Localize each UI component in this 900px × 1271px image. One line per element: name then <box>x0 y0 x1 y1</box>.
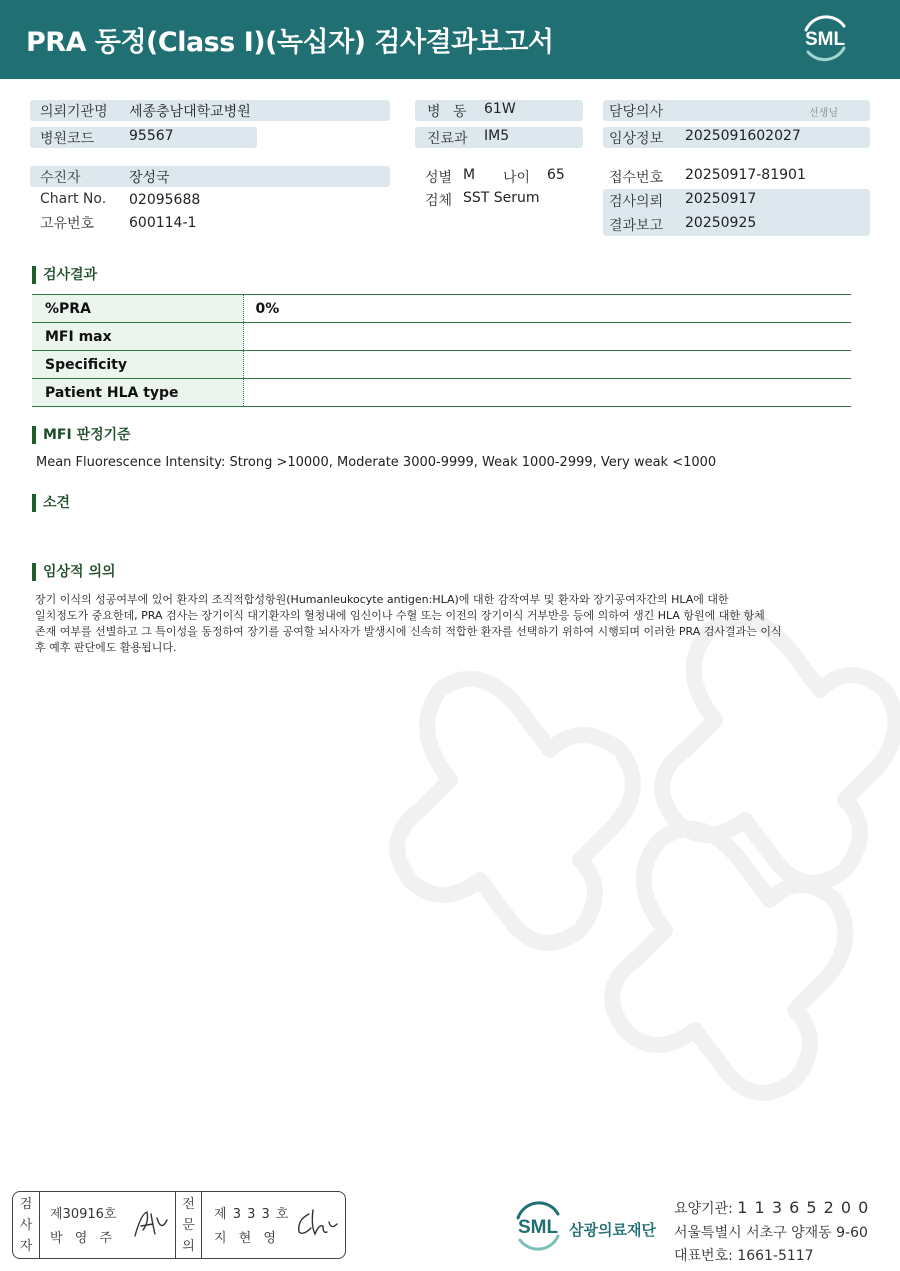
org-name: 삼광의료재단 <box>569 1221 656 1239</box>
unique-label: 고유번호 <box>40 216 95 232</box>
result-value: 0% <box>243 295 851 323</box>
mfi-criteria-text: Mean Fluorescence Intensity: Strong >10000, Moderate 3000-9999, Weak 1000-2999, Very weak <1000 <box>36 455 717 470</box>
receipt-label: 접수번호 <box>609 170 664 186</box>
patient-value: 장성국 <box>129 170 170 186</box>
result-value <box>243 351 851 379</box>
clinical-line: 장기 이식의 성공여부에 있어 환자의 조직적합성항원(Humanleukocyte antigen:HLA)에 대한 감작여부 및 환자와 장기공여자간의 HLA에 대한 <box>35 593 729 606</box>
signature-box <box>12 1191 346 1259</box>
address: 서울특별시 서초구 양재동 9-60 <box>674 1225 868 1241</box>
result-key: Patient HLA type <box>32 379 243 407</box>
tester-label <box>13 1192 40 1258</box>
receipt-value: 20250917-81901 <box>685 167 806 183</box>
specimen-value: SST Serum <box>463 190 540 206</box>
specialist-label-char: 문 <box>182 1218 195 1233</box>
clinical-section-title: 임상적 의의 <box>32 563 116 581</box>
table-row <box>32 351 851 379</box>
sex-label: 성별 <box>425 170 453 186</box>
unique-value: 600114-1 <box>129 215 197 231</box>
tester-label-char: 자 <box>19 1239 33 1254</box>
table-row <box>32 323 851 351</box>
result-value <box>243 323 851 351</box>
report-date-label: 결과보고 <box>609 218 664 234</box>
doctor-label: 담당의사 <box>609 104 664 120</box>
specialist-label-char: 전 <box>182 1197 195 1212</box>
results-table <box>32 294 851 407</box>
sml-footer-logo-icon <box>510 1198 566 1252</box>
specialist-name: 지 현 영 <box>214 1231 280 1246</box>
specialist-label-char: 의 <box>182 1239 195 1254</box>
opinion-section-title: 소견 <box>32 494 70 512</box>
clinical-info-value: 2025091602027 <box>685 128 801 144</box>
result-key: MFI max <box>32 323 243 351</box>
care-id-label: 요양기관: <box>674 1201 733 1217</box>
report-header <box>0 0 900 79</box>
ward-value: 61W <box>484 101 516 117</box>
specialist-number: 제 3 3 3 호 <box>214 1207 290 1222</box>
report-date-value: 20250925 <box>685 215 757 231</box>
sml-logo-text: SML <box>804 29 846 50</box>
hospital-code-value: 95567 <box>129 128 174 144</box>
tester-label-char: 사 <box>19 1218 33 1233</box>
result-value <box>243 379 851 407</box>
phone <box>674 1245 814 1265</box>
clinical-line: 후 예후 판단에도 활용됩니다. <box>35 641 177 654</box>
results-section-title: 검사결과 <box>32 266 97 284</box>
ward-label: 병 동 <box>427 104 471 120</box>
clinical-info-label: 임상정보 <box>609 131 664 147</box>
dept-value: IM5 <box>484 128 510 144</box>
sml-footer-logo-text: SML <box>517 1217 559 1238</box>
clinical-line: 존재 여부를 선별하고 그 특이성을 동정하여 장기를 공여할 뇌사자가 발생시에 신속히 적합한 환자를 선택하기 위하여 시행되며 이러한 PRA 검사결과는 이식 <box>35 625 782 638</box>
phone-value: 1661-5117 <box>737 1248 814 1264</box>
phone-label: 대표번호: <box>674 1248 733 1264</box>
age-value: 65 <box>547 167 565 183</box>
chart-label: Chart No. <box>40 191 107 207</box>
care-id <box>674 1198 869 1218</box>
tester-label-char: 검 <box>19 1197 33 1212</box>
patient-label: 수진자 <box>40 170 81 186</box>
hospital-code-label: 병원코드 <box>40 131 95 147</box>
doctor-suffix: 선생님 <box>809 108 838 119</box>
mfi-section-title: MFI 판정기준 <box>32 426 131 444</box>
sex-value: M <box>463 167 476 183</box>
specialist-label <box>175 1192 202 1258</box>
table-row <box>32 295 851 323</box>
request-label: 검사의뢰 <box>609 194 664 210</box>
sml-logo-icon <box>796 12 854 64</box>
report-title: PRA 동정(Class I)(녹십자) 검사결과보고서 <box>26 27 554 58</box>
tester-signature-icon <box>131 1206 171 1242</box>
tester-name: 박 영 주 <box>50 1231 116 1246</box>
care-id-value: 1 1 3 6 5 2 0 0 <box>737 1198 870 1217</box>
tester-number: 제30916호 <box>50 1207 117 1222</box>
institution-value: 세종충남대학교병원 <box>129 104 251 120</box>
clinical-line: 일치정도가 중요한데, PRA 검사는 장기이식 대기환자의 혈청내에 임신이나 수혈 또는 이전의 장기이식 거부반응 등에 의하여 생긴 HLA 항원에 대한 항체 <box>35 609 765 622</box>
result-key: Specificity <box>32 351 243 379</box>
age-label: 나이 <box>503 170 531 186</box>
chart-value: 02095688 <box>129 192 201 208</box>
info-bar-patient <box>30 166 390 187</box>
result-key: %PRA <box>32 295 243 323</box>
specimen-label: 검체 <box>425 193 453 209</box>
specialist-signature-icon <box>293 1206 339 1242</box>
dept-label: 진료과 <box>427 131 468 147</box>
clinical-text <box>35 592 855 656</box>
table-row <box>32 379 851 407</box>
request-value: 20250917 <box>685 191 757 207</box>
institution-label: 의뢰기관명 <box>40 104 108 120</box>
